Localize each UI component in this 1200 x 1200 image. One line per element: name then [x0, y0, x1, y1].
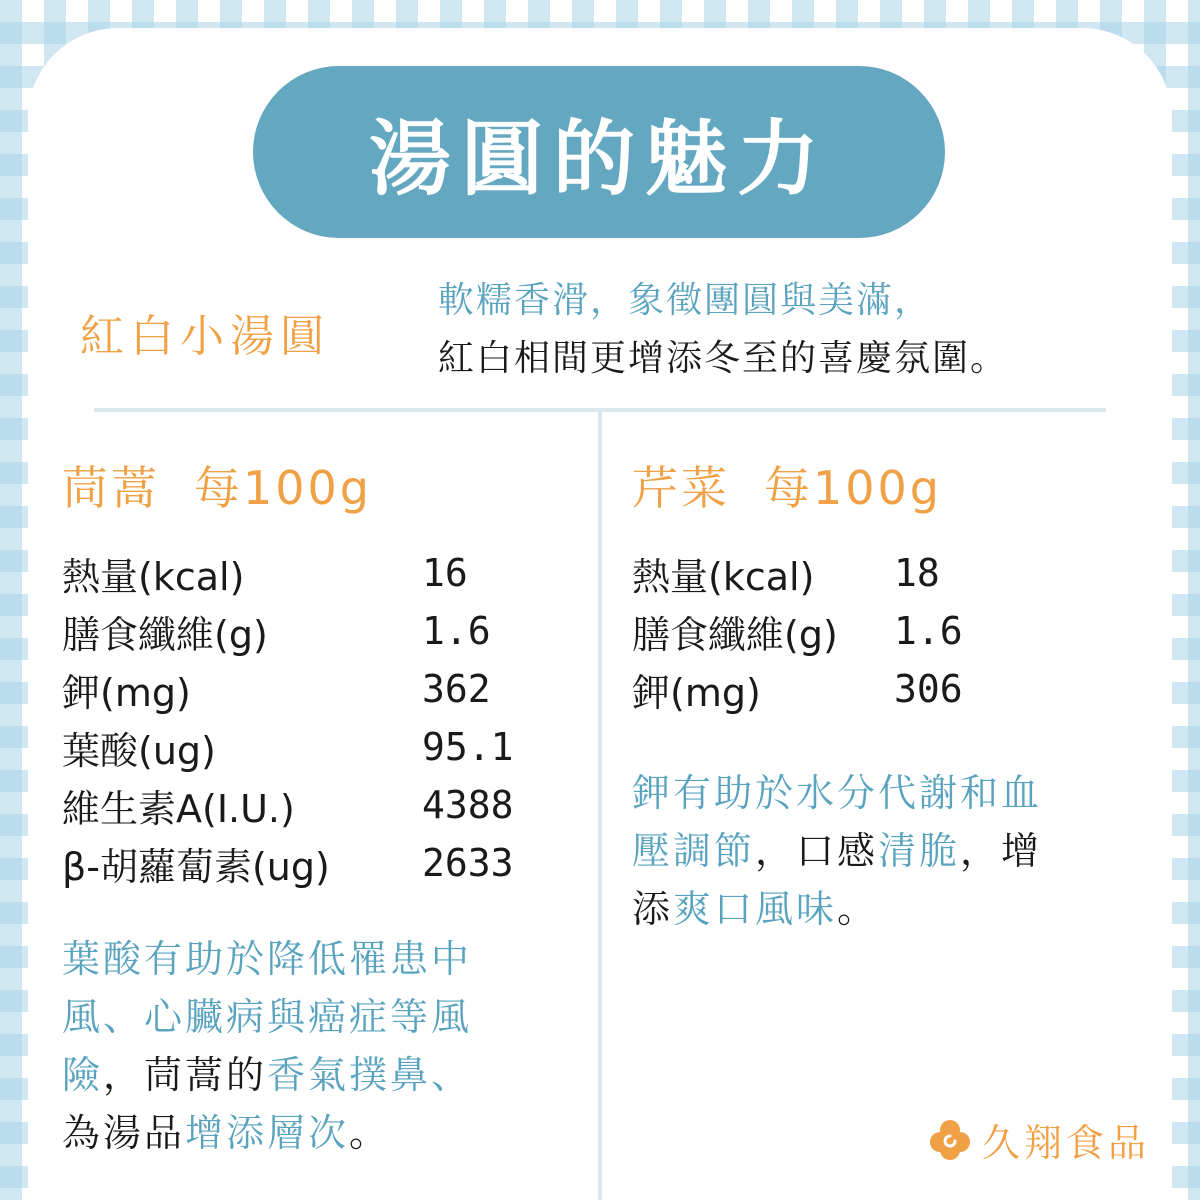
right-vegetable-name: 芹菜 — [632, 461, 730, 515]
nutrient-label: 鉀(mg) — [632, 670, 761, 715]
nutrient-value: 1.6 — [422, 609, 491, 653]
intro-line-1: 軟糯香滑，象徵團圓與美滿， — [438, 280, 933, 321]
page-title: 湯圓的魅力 — [368, 111, 829, 207]
nutrient-value: 4388 — [422, 783, 514, 827]
right-note — [632, 764, 1132, 938]
title-banner — [253, 66, 945, 238]
vertical-divider — [598, 410, 602, 1200]
brand-logo — [928, 1112, 1150, 1167]
nutrient-label: 膳食纖維(g) — [632, 612, 838, 657]
right-nutrition-table — [632, 544, 963, 718]
note-text: 香氣撲鼻、 — [267, 1053, 473, 1097]
note-text: 。 — [349, 1111, 391, 1155]
note-text: 葉酸有助於降低罹患中 — [62, 937, 473, 981]
nutrient-value: 362 — [422, 667, 491, 711]
nutrient-value: 306 — [894, 667, 963, 711]
table-row — [632, 660, 963, 718]
note-text: ，茼蒿的 — [103, 1053, 268, 1097]
nutrient-value: 18 — [894, 551, 940, 595]
nutrient-label: 熱量(kcal) — [632, 554, 815, 599]
table-row — [62, 776, 514, 834]
nutrient-label: 熱量(kcal) — [62, 554, 245, 599]
nutrient-value: 16 — [422, 551, 468, 595]
brand-name: 久翔食品 — [982, 1121, 1151, 1165]
table-row — [62, 718, 514, 776]
right-column-heading — [632, 452, 942, 518]
left-nutrition-table — [62, 544, 514, 892]
note-text: 風、心臟病與癌症等風 — [62, 995, 473, 1039]
note-text: ，口感 — [755, 829, 879, 873]
note-text: 險 — [62, 1053, 104, 1097]
table-row — [632, 602, 963, 660]
table-row — [62, 602, 514, 660]
intro-text — [438, 272, 1168, 388]
note-text: 鉀有助於水分代謝和血 — [632, 771, 1043, 815]
intro-line-2: 紅白相間更增添冬至的喜慶氛圍。 — [438, 338, 1009, 379]
note-text: 爽口風味 — [673, 887, 838, 931]
nutrient-value: 2633 — [422, 841, 514, 885]
right-per-unit: 每100g — [764, 461, 942, 515]
nutrient-label: 葉酸(ug) — [62, 728, 216, 773]
nutrient-value: 95.1 — [422, 725, 514, 769]
nutrient-value: 1.6 — [894, 609, 963, 653]
note-text: 為湯品 — [62, 1111, 186, 1155]
left-column-heading — [62, 452, 372, 518]
note-text: 清脆 — [878, 829, 961, 873]
nutrient-label: β-胡蘿蔔素(ug) — [62, 844, 330, 889]
table-row — [632, 544, 963, 602]
table-row — [62, 660, 514, 718]
left-note — [62, 930, 562, 1162]
nutrient-label: 維生素A(I.U.) — [62, 786, 295, 831]
note-text: 增添層次 — [185, 1111, 350, 1155]
nutrient-label: 膳食纖維(g) — [62, 612, 268, 657]
left-vegetable-name: 茼蒿 — [62, 461, 160, 515]
note-text: 添 — [632, 887, 674, 931]
cloud-swirl-icon — [928, 1118, 972, 1162]
subtitle: 紅白小湯圓 — [80, 311, 330, 362]
note-text: 壓調節 — [632, 829, 756, 873]
nutrient-label: 鉀(mg) — [62, 670, 191, 715]
note-text: ，增 — [960, 829, 1043, 873]
table-row — [62, 834, 514, 892]
note-text: 。 — [837, 887, 879, 931]
table-row — [62, 544, 514, 602]
left-per-unit: 每100g — [194, 461, 372, 515]
